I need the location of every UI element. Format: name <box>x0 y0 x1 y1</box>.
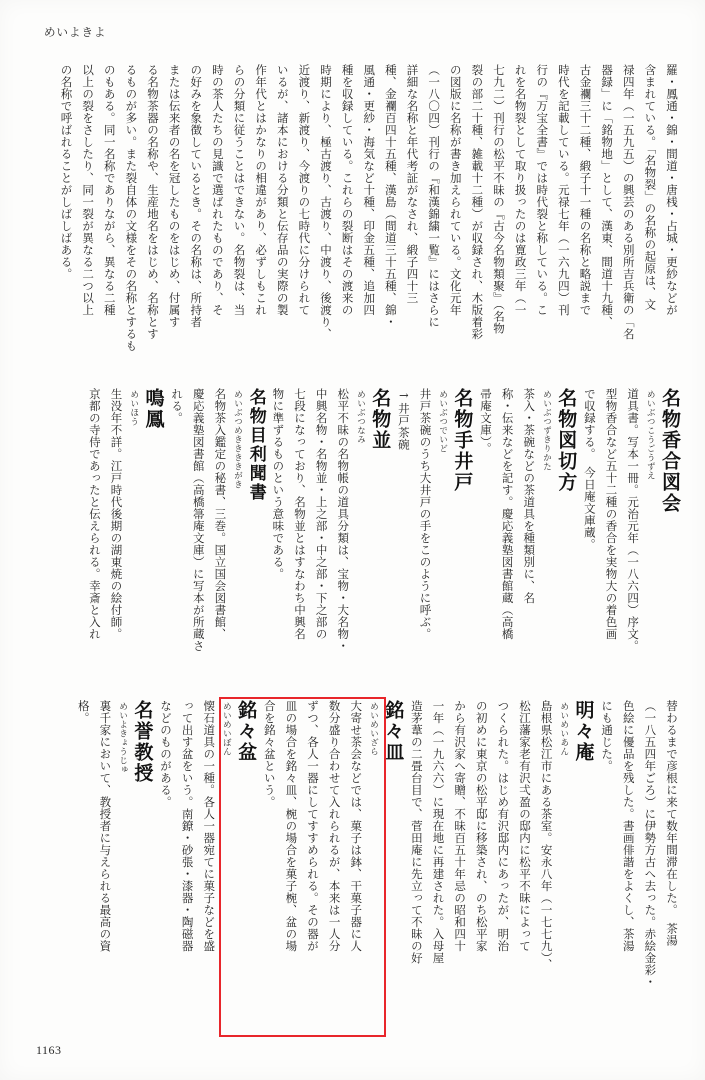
entry-body-column: 数分盛り合わせて入れられるが、本来は一人分 <box>327 700 342 952</box>
entry-reading: めいめいざら <box>369 702 380 756</box>
entry-reading: めいぶつずきりかた <box>542 390 553 471</box>
dictionary-entry <box>233 388 265 678</box>
body-column: 種を収録している。これらの裂断はその渡来の <box>340 64 355 316</box>
entry-body-column: 名物茶入鑑定の秘書、三巻。国立国会図書館、 <box>213 388 228 640</box>
entry-body-column: 懐石道具の一種。各人一器宛てに菓子などを盛 <box>202 700 217 952</box>
body-column: 時期により、極古渡り、古渡り、中渡り、後渡り、 <box>319 64 333 340</box>
entry-headword: 名誉教授 <box>131 700 154 784</box>
body-column: の名称で呼ばれることがしばしばある。 <box>59 64 74 280</box>
body-column: れを名物裂として取り扱ったのは寛政三年（一 <box>513 64 528 316</box>
body-column: （一八〇四）刊行の『和漢錦繍一覧』にはさらに <box>427 64 442 328</box>
entry-body-column: にも通じた。 <box>600 700 615 772</box>
entry-headword: 名物目利聞書 <box>245 388 266 502</box>
entry-headword: 銘々皿 <box>382 700 405 763</box>
body-column: 風通・更紗・海気など十種、印金五種、追加四 <box>362 64 377 316</box>
entry-reading: めいぶつでいど <box>438 390 449 453</box>
body-column: 近渡り、新渡り、今渡りの七時代に分けられて <box>297 64 312 316</box>
dictionary-entry <box>356 388 391 678</box>
entry-headword: 名物香合図会 <box>659 388 681 514</box>
body-column: 時の茶人たちの見識で選ばれたものであり、そ <box>210 64 225 316</box>
entry-body-column: 型物香合など五十二種の香合を実物大の着色画 <box>604 388 619 640</box>
entry-headword: 名物手井戸 <box>451 388 474 493</box>
body-column: らの分類に従うことはできない。名物裂は、当 <box>232 64 247 316</box>
body-column: 行の『万宝全書』では時代裂と称している。こ <box>535 64 550 316</box>
entry-body-column: 大寄せ茶会などでは、菓子は鉢、干菓子器に人 <box>349 700 364 952</box>
entry-body-column: で収録する。 今日庵文庫蔵。 <box>582 388 597 551</box>
entry-reading: めいほう <box>129 390 140 426</box>
dictionary-entry <box>118 700 153 1030</box>
entry-headword: 銘々盆 <box>235 700 258 763</box>
entry-body-column: 中興名物・名物並・上之部・中之部・下之部の <box>314 388 329 640</box>
entry-body-column: 島根県松江市にある茶室。安永八年（一七七九）、 <box>539 700 554 971</box>
entry-headword: 鳴鳳 <box>142 388 165 430</box>
body-column: 時代を記載している。元禄七年（一六九四）刊 <box>556 64 571 316</box>
entry-reading: めいめいあん <box>559 702 570 756</box>
entry-reading: めいぶつめききききがき <box>233 390 244 489</box>
entry-body-column: 裏千家において、教授者に与えられる最高の資 <box>98 700 113 952</box>
entry-body-column: 茶入・茶碗などの茶道具を種類別に、名 <box>522 388 537 604</box>
entry-body-column: 合を銘々盆という。 <box>262 700 277 808</box>
body-column: 裂の部二十種、雑載十二種）が収録され、木版着彩 <box>470 64 485 340</box>
entry-headword: 名物並 <box>369 388 392 451</box>
entry-body-column: 替わるまで彦根に来て数年間滞在した。 茶湯 <box>665 700 679 947</box>
entry-body-column: 造茅葦の二畳台目で、菅田庵に先立って不昧の好 <box>409 700 424 964</box>
body-column: 七九二）刊行の松平不昧の『古今名物類聚』（名物 <box>492 64 506 335</box>
entry-body-column: れる。 <box>170 388 185 424</box>
body-column: 詳細な名称と年代考証がなされ、緞子四十三 <box>405 64 420 304</box>
entry-body-column: （一八五四年ごろ）に伊勢方古へ去った。赤絵金彩・ <box>643 700 658 988</box>
entry-body-column: って出す盆をいう。南鐐・砂張・漆器・陶磁器 <box>180 700 195 952</box>
body-column: のもある。同一名称でありながら、異なる二種 <box>102 64 117 316</box>
dictionary-entry <box>130 388 165 678</box>
entry-body-column: 帚庵文庫）。 <box>479 388 493 455</box>
entry-body-column: つくられた。はじめ有沢邸内にあったが、明治 <box>496 700 511 952</box>
entry-body-column: 京都の寺侍であったと伝えられる。幸斎と入れ <box>87 388 102 640</box>
body-column: 禄四年（一五九五）の興芸のある別所吉兵衛の「名 <box>621 64 636 340</box>
dictionary-entry <box>222 700 257 1030</box>
text-band-top <box>38 64 681 364</box>
body-column: 含まれている。「名物裂」の名称の起原は、文 <box>643 64 658 311</box>
entry-body-column: 称・伝来などを記す。慶応義塾図書館蔵（高橋 <box>500 388 515 640</box>
body-column: 古金襴三十二種、緞子十一種の名称と略説まで <box>578 64 593 316</box>
text-band-bottom <box>38 700 681 1030</box>
entry-body-column: 井戸茶碗のうち大井戸の手をこのように呼ぶ。 <box>418 388 433 640</box>
dictionary-entry <box>438 388 473 678</box>
body-column: 作年代とはかなりの相違があり、必ずしもこれ <box>254 64 269 316</box>
body-column: の図版に名称が書き加えられている。文化元年 <box>448 64 463 316</box>
page-number: 1163 <box>36 1043 62 1057</box>
entry-reading: めいめいぼん <box>222 702 233 756</box>
entry-body-column: 格。 <box>76 700 91 724</box>
entry-body-column: の初めに東京の松平邸に移築され、のち松平家 <box>474 700 489 952</box>
text-band-middle <box>38 388 681 678</box>
entry-body-column: 色絵に優品を残した。書画俳諧をよくし、茶湯 <box>621 700 636 952</box>
entry-body-column: 道具書。写本一冊。元治元年（一八六四）序文。 <box>626 388 641 652</box>
body-column: 以上の裂をさしたり、同一裂が異なる二つ以上 <box>81 64 96 316</box>
dictionary-entry <box>560 700 595 1030</box>
entry-body-column: などのものがある。 <box>158 700 173 808</box>
body-column: る名物茶器の名称や、生産地名をはじめ、名称とす <box>146 64 160 340</box>
dictionary-entry-highlighted <box>369 700 404 1030</box>
entry-body-column: 七段になっており、名物並とはすなわち中興名 <box>293 388 307 640</box>
running-head: めいよきよ <box>44 25 107 39</box>
body-column: または伝来者の名を冠したものをはじめ、付属す <box>167 64 182 328</box>
entry-headword: 名物図切方 <box>555 388 578 493</box>
body-column: 器録」に「銘物地」として、漢東、間道十九種、 <box>600 64 615 328</box>
entry-body-column: 皿の場合を銘々皿、椀の場合を菓子椀、盆の場 <box>284 700 299 952</box>
entry-reading: めいよきょうじゅ <box>118 702 129 774</box>
body-column: 種、金襴百四十五種、漢島（間道三十五種、錦・ <box>383 64 398 328</box>
entry-reading: めいぶつこうごうずえ <box>646 390 657 480</box>
entry-body-column: 生没年不詳。江戸時代後期の湖東焼の絵付師。 <box>109 388 124 640</box>
entry-reading: めいぶつなみ <box>356 390 367 444</box>
entry-body-column: 松江藩家老有沢弌盈の邸内に松平不昧によって <box>517 700 532 952</box>
body-column: の好みを象徴しているとき。その名称は、所持者 <box>189 64 204 328</box>
entry-body-column: 松平不昧の名物帳の道具分類は、宝物・大名物・ <box>336 388 351 652</box>
entry-body-column: →井戸茶碗 <box>396 388 411 451</box>
entry-body-column: 慶応義塾図書館（高橋箒庵文庫）に写本が所蔵さ <box>191 388 206 652</box>
entry-body-column: 一年（一九六六）に現在地に再建された。入母屋 <box>431 700 446 964</box>
entry-headword: 明々庵 <box>572 700 595 763</box>
body-column: るものが多い。また裂自体の文様をその名称とするも <box>124 64 139 352</box>
body-column: 羅・鳳通・錦・間道・唐桟・占城・更紗などが <box>665 64 679 316</box>
dictionary-entry <box>646 388 681 678</box>
entry-body-column: から有沢家へ寄贈、不昧百五十年忌の昭和四十 <box>453 700 468 952</box>
entry-body-column: ずつ、各人一器にしてすすめられる。その器が <box>306 700 320 952</box>
entry-body-column: 物に準ずるものという意味である。 <box>271 388 286 580</box>
body-column: いるが、諸本における分類と伝存品の実際の製 <box>275 64 290 316</box>
dictionary-entry <box>542 388 577 678</box>
